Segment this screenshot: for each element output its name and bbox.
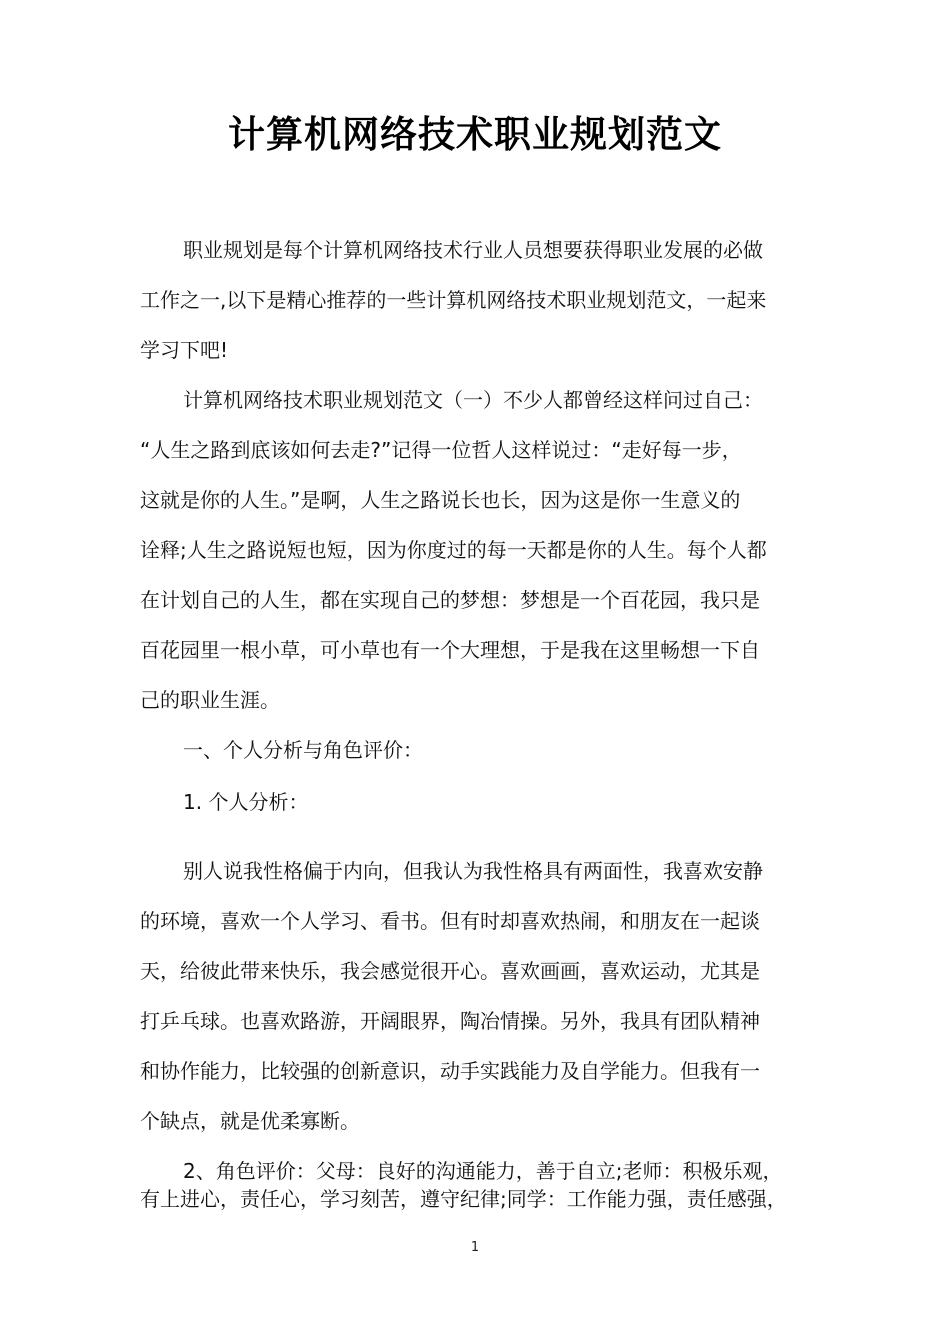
paragraph-line: 计算机网络技术职业规划范文（一）不少人都曾经这样问过自己： bbox=[183, 388, 763, 412]
paragraph-line: 在计划自己的人生，都在实现自己的梦想：梦想是一个百花园，我只是 bbox=[140, 588, 760, 612]
paragraph-line: 的环境，喜欢一个人学习、看书。但有时却喜欢热闹，和朋友在一起谈 bbox=[140, 909, 760, 933]
paragraph-line: 打乒乓球。也喜欢路游，开阔眼界，陶冶情操。另外，我具有团队精神 bbox=[140, 1009, 760, 1033]
paragraph-line: 2、角色评价：父母：良好的沟通能力，善于自立;老师：积极乐观， bbox=[183, 1159, 783, 1183]
paragraph-line: 诠释;人生之路说短也短，因为你度过的每一天都是你的人生。每个人都 bbox=[140, 538, 767, 562]
section-heading: 一、个人分析与角色评价： bbox=[183, 738, 423, 762]
paragraph-line: “人生之路到底该如何去走?”记得一位哲人这样说过：“走好每一步， bbox=[140, 438, 742, 462]
page-number: 1 bbox=[470, 1240, 480, 1255]
paragraph-line: 学习下吧! bbox=[140, 338, 229, 362]
paragraph-line: 职业规划是每个计算机网络技术行业人员想要获得职业发展的必做 bbox=[183, 238, 763, 262]
paragraph-line: 有上进心，责任心，学习刻苦，遵守纪律;同学：工作能力强，责任感强， bbox=[140, 1187, 787, 1211]
subsection-heading: 1. 个人分析： bbox=[183, 790, 309, 814]
paragraph-line: 个缺点，就是优柔寡断。 bbox=[140, 1109, 360, 1133]
paragraph-line: 这就是你的人生。”是啊，人生之路说长也长，因为这是你一生意义的 bbox=[140, 488, 741, 512]
paragraph-line: 和协作能力，比较强的创新意识，动手实践能力及自学能力。但我有一 bbox=[140, 1059, 760, 1083]
paragraph-line: 工作之一,以下是精心推荐的一些计算机网络技术职业规划范文，一起来 bbox=[140, 288, 767, 312]
paragraph-line: 天，给彼此带来快乐，我会感觉很开心。喜欢画画，喜欢运动，尤其是 bbox=[140, 959, 760, 983]
paragraph-line: 别人说我性格偏于内向，但我认为我性格具有两面性，我喜欢安静 bbox=[183, 859, 763, 883]
paragraph-line: 百花园里一根小草，可小草也有一个大理想，于是我在这里畅想一下自 bbox=[140, 638, 760, 662]
document-title: 计算机网络技术职业规划范文 bbox=[228, 113, 722, 156]
paragraph-line: 己的职业生涯。 bbox=[140, 688, 280, 712]
